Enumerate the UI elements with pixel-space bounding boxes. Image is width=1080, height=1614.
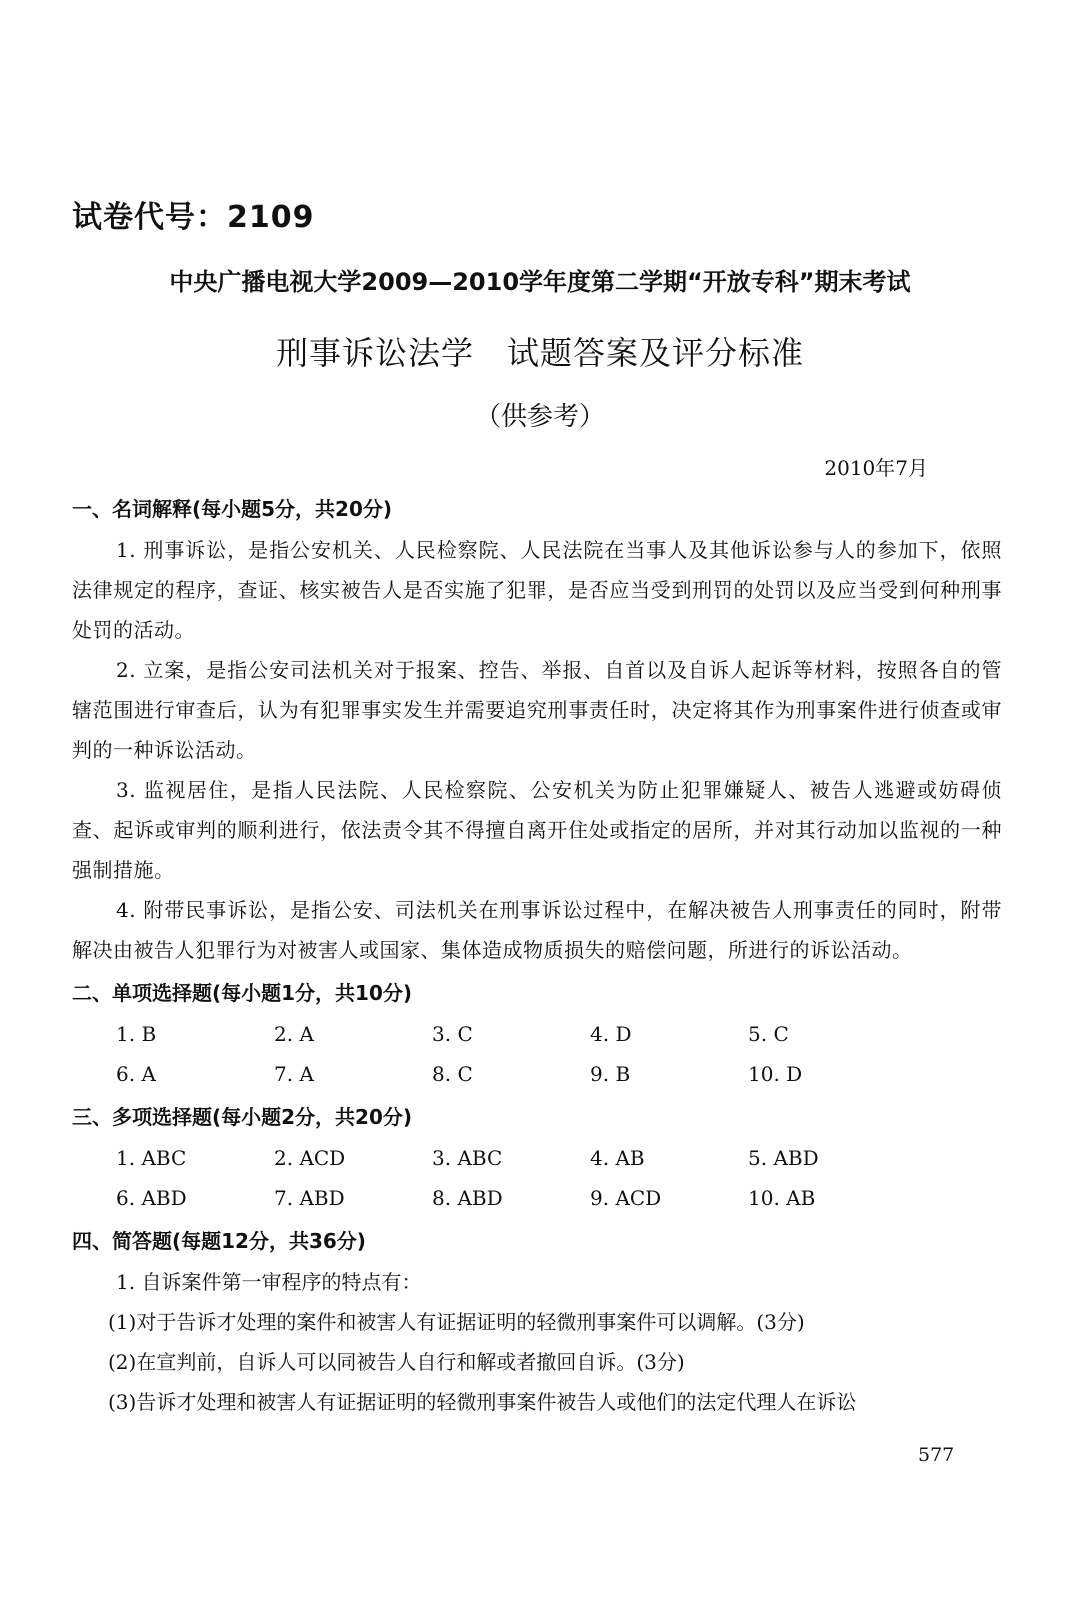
section-heading-short-answer: 四、简答题(每题12分，共36分) — [72, 1229, 366, 1253]
answer-item: 7. ABD — [274, 1186, 345, 1210]
short-answer-point-2: (2)在宣判前，自诉人可以同被告人自行和解或者撤回自诉。(3分) — [108, 1350, 685, 1374]
answer-item: 4. D — [590, 1022, 632, 1046]
exam-code: 试卷代号：2109 — [72, 200, 315, 235]
answer-item: 9. ACD — [590, 1186, 662, 1210]
answer-item: 1. B — [116, 1022, 157, 1046]
answer-item: 10. D — [748, 1062, 803, 1086]
short-answer-point-3: (3)告诉才处理和被害人有证据证明的轻微刑事案件被告人或他们的法定代理人在诉讼 — [108, 1390, 857, 1414]
answer-item: 5. ABD — [748, 1146, 819, 1170]
answer-item: 8. ABD — [432, 1186, 503, 1210]
section-heading-terms: 一、名词解释(每小题5分，共20分) — [72, 497, 393, 521]
answer-item: 6. ABD — [116, 1186, 187, 1210]
answer-item: 8. C — [432, 1062, 473, 1086]
reference-note: （供参考） — [474, 402, 605, 432]
answer-item: 9. B — [590, 1062, 631, 1086]
section-heading-single-choice: 二、单项选择题(每小题1分，共10分) — [72, 981, 413, 1005]
answer-item: 1. ABC — [116, 1146, 187, 1170]
section-heading-multiple-choice: 三、多项选择题(每小题2分，共20分) — [72, 1105, 413, 1129]
answer-item: 2. ACD — [274, 1146, 346, 1170]
answer-item: 3. C — [432, 1022, 473, 1046]
term-answer-2: 2. 立案，是指公安司法机关对于报案、控告、举报、自首以及自诉人起诉等材料，按照各自的管辖范围进行审查后，认为有犯罪事实发生并需要追究刑事责任时，决定将其作为刑事案件进行侦查或审判的一种诉讼活动。 — [72, 658, 1002, 762]
page-number: 577 — [918, 1444, 955, 1466]
document-title: 刑事诉讼法学 试题答案及评分标准 — [275, 334, 804, 372]
answer-item: 3. ABC — [432, 1146, 503, 1170]
answer-item: 4. AB — [590, 1146, 645, 1170]
answer-body — [72, 486, 1002, 1422]
short-answer-question-1: 1. 自诉案件第一审程序的特点有： — [116, 1270, 422, 1294]
term-answer-1: 1. 刑事诉讼，是指公安机关、人民检察院、人民法院在当事人及其他诉讼参与人的参加下，依照法律规定的程序，查证、核实被告人是否实施了犯罪，是否应当受到刑罚的处罚以及应当受到何种刑事处罚的活动。 — [72, 538, 1002, 642]
short-answer-point-1: (1)对于告诉才处理的案件和被害人有证据证明的轻微刑事案件可以调解。(3分) — [108, 1310, 805, 1334]
answer-item: 10. AB — [748, 1186, 816, 1210]
university-exam-line: 中央广播电视大学2009—2010学年度第二学期“开放专科”期末考试 — [169, 268, 911, 296]
term-answer-3: 3. 监视居住，是指人民法院、人民检察院、公安机关为防止犯罪嫌疑人、被告人逃避或妨碍侦查、起诉或审判的顺利进行，依法责令其不得擅自离开住处或指定的居所，并对其行动加以监视的一种强制措施。 — [72, 778, 1002, 882]
single-choice-answers — [72, 1014, 1002, 1094]
answer-item: 6. A — [116, 1062, 156, 1086]
multiple-choice-answers — [72, 1138, 1002, 1218]
term-answer-4: 4. 附带民事诉讼，是指公安、司法机关在刑事诉讼过程中，在解决被告人刑事责任的同时，附带解决由被告人犯罪行为对被害人或国家、集体造成物质损失的赔偿问题，所进行的诉讼活动。 — [72, 898, 1002, 962]
answer-item: 2. A — [274, 1022, 314, 1046]
answer-item: 5. C — [748, 1022, 789, 1046]
exam-date: 2010年7月 — [824, 456, 928, 480]
answer-item: 7. A — [274, 1062, 314, 1086]
